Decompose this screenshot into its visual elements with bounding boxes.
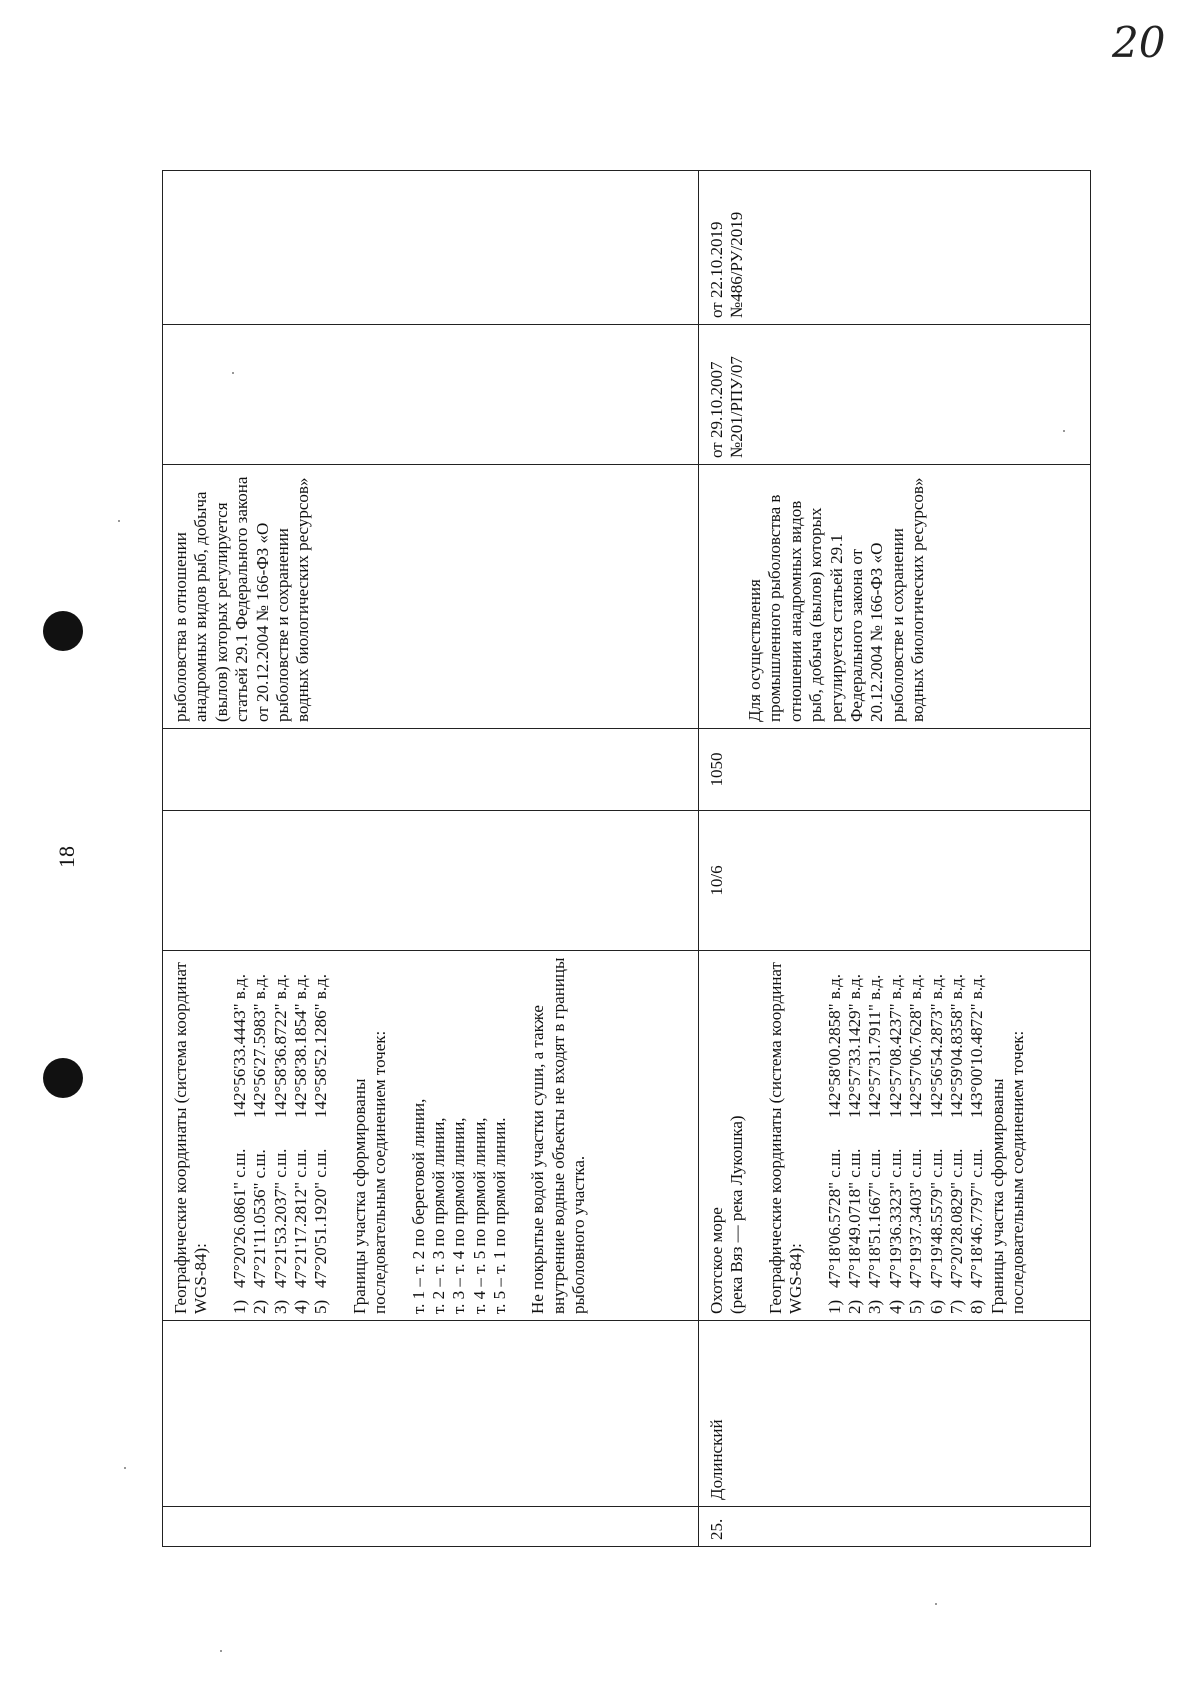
coord-index: 6) (926, 1299, 946, 1314)
boundary-header: Границы участка сформированы последовательным соединением точек: (987, 1030, 1028, 1314)
coord-lon: 142°58'36.8722" в.д. (270, 974, 290, 1118)
coord-index: 3) (865, 1299, 885, 1314)
coord-index: 3) (270, 1299, 290, 1314)
coord-line (845, 957, 865, 1314)
coord-index: 4) (885, 1299, 905, 1314)
coord-lat: 47°18'06.5728" с.ш. (824, 1148, 844, 1288)
location-name: Охотское море (707, 1207, 726, 1314)
boundary-note: Не покрытые водой участки суши, а также внутренние водные объекты не входят в границы рыболовного участка. (528, 957, 589, 1314)
coord-list (230, 957, 332, 1314)
coord-header: Географические координаты (система координат WGS-84): (765, 962, 806, 1314)
page-number: 18 (54, 846, 79, 868)
coord-index: 1) (824, 1299, 844, 1314)
boundary-line: т. 3 – т. 4 по прямой линии, (449, 1117, 469, 1314)
coord-lon: 142°58'00.2858" в.д. (824, 974, 844, 1118)
coord-lon: 142°57'06.7628" в.д. (906, 974, 926, 1118)
coord-line (967, 957, 987, 1314)
coord-index: 8) (967, 1299, 987, 1314)
coord-line (865, 957, 885, 1314)
coord-line (927, 957, 947, 1314)
coord-lat: 47°18'46.7797" с.ш. (967, 1148, 987, 1288)
coord-lon: 142°56'27.5983" в.д. (250, 974, 270, 1118)
coord-index: 2) (250, 1299, 270, 1314)
coord-line (250, 957, 270, 1314)
coord-lon: 142°57'33.1429" в.д. (844, 974, 864, 1118)
contract-date: от 29.10.2007 (707, 361, 726, 458)
handwritten-page-number: 20 (1112, 18, 1166, 67)
coord-list (825, 957, 988, 1314)
scan-speck (124, 1467, 126, 1469)
rotated-page (54, 171, 1090, 1547)
decision-date: от 22.10.2019 (707, 221, 726, 318)
row-number-cell (163, 1507, 699, 1547)
coord-lat: 47°20'26.0861" с.ш. (229, 1148, 249, 1288)
contract-cell (699, 325, 1091, 465)
boundary-header: Границы участка сформированы последовательным соединением точек: (349, 1030, 390, 1314)
boundary-line: т. 1 – т. 2 по береговой линии, (408, 1098, 428, 1314)
scan-speck (220, 1650, 222, 1652)
boundary-line: т. 4 – т. 5 по прямой линии, (469, 1117, 489, 1314)
row-number-cell: 25. (699, 1507, 1091, 1547)
coord-lat: 47°19'48.5579" с.ш. (926, 1148, 946, 1288)
coord-lon: 143°00'10.4872" в.д. (967, 974, 987, 1118)
region-cell (163, 1321, 699, 1507)
coord-line (825, 957, 845, 1314)
location-detail: (река Вяз — река Лукошка) (727, 1115, 747, 1314)
coord-lat: 47°18'49.0718" с.ш. (844, 1148, 864, 1288)
decision-cell (699, 171, 1091, 325)
coord-index: 5) (906, 1299, 926, 1314)
punch-hole (43, 611, 83, 651)
coord-line (906, 957, 926, 1314)
description-cell (163, 951, 699, 1321)
boundary-line: т. 5 – т. 1 по прямой линии. (490, 1117, 510, 1314)
coord-index: 2) (844, 1299, 864, 1314)
decision-number: №486/РУ/2019 (727, 211, 747, 318)
coord-index: 7) (946, 1299, 966, 1314)
coord-line (886, 957, 906, 1314)
coord-lon: 142°57'31.7911" в.д. (865, 974, 885, 1118)
table-row (699, 171, 1091, 1547)
length-cell: 1050 (699, 729, 1091, 811)
coord-lat: 47°20'51.1920" с.ш. (311, 1148, 331, 1288)
coord-lat: 47°18'51.1667" с.ш. (865, 1148, 885, 1288)
coord-lon: 142°56'54.2873" в.д. (926, 974, 946, 1118)
coord-lat: 47°21'53.2037" с.ш. (270, 1148, 290, 1288)
table-row (163, 171, 699, 1547)
coord-lon: 142°59'04.8358" в.д. (946, 974, 966, 1118)
coord-lat: 47°19'36.3323" с.ш. (885, 1148, 905, 1288)
contract-number: №201/РПУ/07 (727, 356, 747, 458)
scan-speck (935, 1603, 937, 1605)
coord-lat: 47°21'17.2812" с.ш. (290, 1148, 310, 1288)
fishing-areas-table (162, 170, 1091, 1547)
coord-lat: 47°21'11.0536" с.ш. (250, 1149, 270, 1288)
coord-lon: 142°58'52.1286" в.д. (311, 974, 331, 1118)
scan-speck (118, 520, 120, 522)
coord-index: 1) (229, 1299, 249, 1314)
coord-line (947, 957, 967, 1314)
length-cell (163, 729, 699, 811)
coord-lon: 142°58'38.1854" в.д. (290, 974, 310, 1118)
boundary-list (409, 957, 511, 1314)
boundary-line: т. 2 – т. 3 по прямой линии, (428, 1117, 448, 1314)
purpose-cell: Для осуществления промышленного рыболовства в отношении анадромных видов рыб, добыча (вылов) которых регулируется статьей 29.1 Федерального закона от 20.12.2004 № 166-ФЗ «О рыболовстве и сохранении водных биологических ресурсов» (699, 465, 1091, 729)
area-cell (163, 811, 699, 951)
coord-index: 5) (311, 1299, 331, 1314)
decision-cell (163, 171, 699, 325)
coord-index: 4) (290, 1299, 310, 1314)
coord-line (291, 957, 311, 1314)
region-cell: Долинский (699, 1321, 1091, 1507)
description-cell (699, 951, 1091, 1321)
coord-header: Географические координаты (система координат WGS-84): (171, 962, 211, 1314)
coord-lat: 47°19'37.3403" с.ш. (906, 1148, 926, 1288)
coord-lat: 47°20'28.0829" с.ш. (946, 1148, 966, 1288)
contract-cell (163, 325, 699, 465)
coord-lon: 142°56'33.4443" в.д. (229, 974, 249, 1118)
coord-line (311, 957, 331, 1314)
punch-hole (43, 1058, 83, 1098)
coord-line (271, 957, 291, 1314)
coord-lon: 142°57'08.4237" в.д. (885, 974, 905, 1118)
area-cell: 10/6 (699, 811, 1091, 951)
coord-line (230, 957, 250, 1314)
purpose-cell: рыболовства в отношении анадромных видов рыб, добыча (вылов) которых регулируется статьей 29.1 Федерального закона от 20.12.2004 № 166-ФЗ «О рыболовстве и сохранении водных биологических ресурсов» (163, 465, 699, 729)
